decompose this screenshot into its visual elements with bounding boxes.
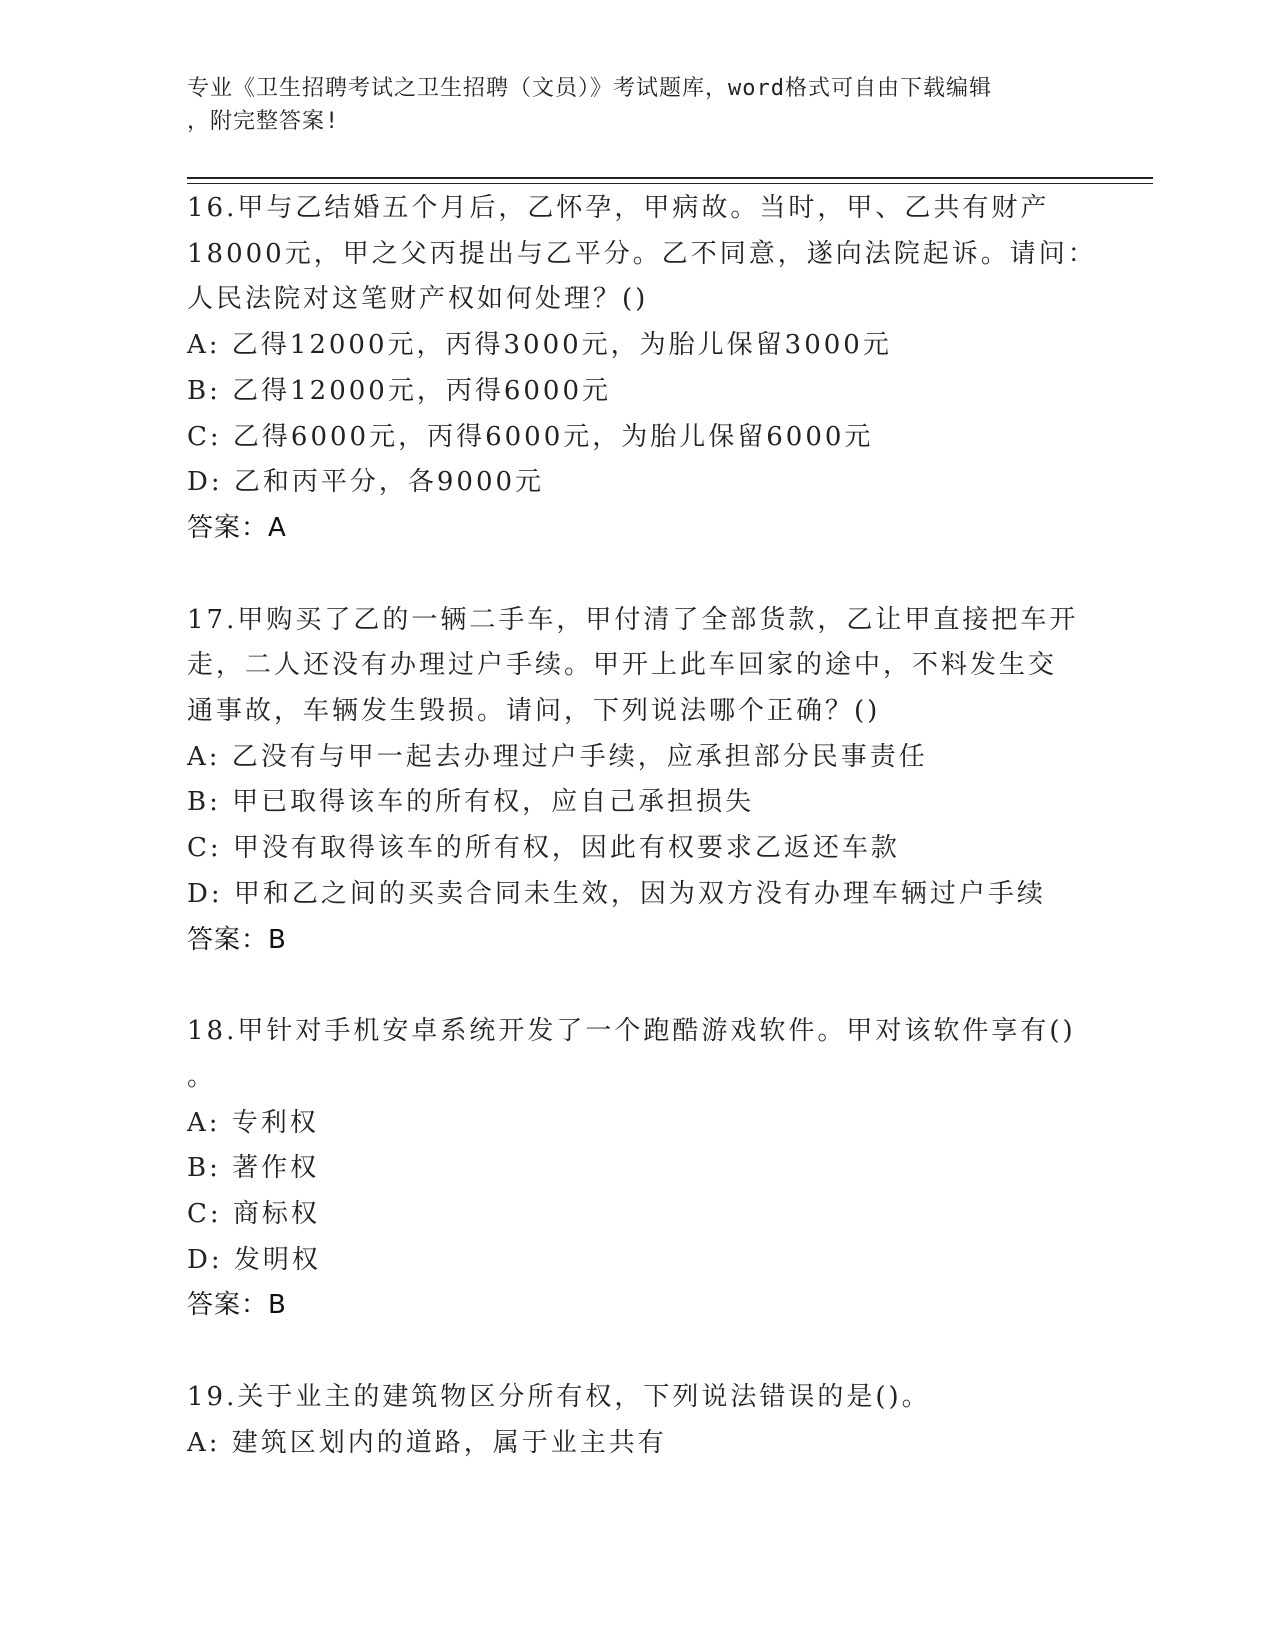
- header-line-2: ，附完整答案!: [187, 109, 340, 134]
- option-d: D: 发明权: [187, 1244, 321, 1275]
- question-stem-line: 18000元，甲之父丙提出与乙平分。乙不同意，遂向法院起诉。请问：: [187, 238, 1097, 269]
- option-d: D: 甲和乙之间的买卖合同未生效，因为双方没有办理车辆过户手续: [187, 878, 1046, 909]
- option-b: B: 著作权: [187, 1153, 320, 1184]
- question-17: [187, 598, 1087, 964]
- answer-label: 答案：B: [187, 1290, 287, 1321]
- option-a: A: 乙没有与甲一起去办理过户手续，应承担部分民事责任: [187, 741, 928, 772]
- option-c: C: 甲没有取得该车的所有权，因此有权要求乙返还车款: [187, 833, 900, 864]
- question-stem-line: 16.甲与乙结婚五个月后，乙怀孕，甲病故。当时，甲、乙共有财产: [187, 193, 1050, 223]
- option-a: A: 建筑区划内的道路，属于业主共有: [187, 1427, 667, 1458]
- header-divider-thin: [187, 183, 1153, 184]
- option-b: B: 甲已取得该车的所有权，应自己承担损失: [187, 787, 755, 818]
- option-a: A: 专利权: [187, 1107, 319, 1138]
- question-19: [187, 1375, 1087, 1466]
- question-stem-line: 人民法院对这笔财产权如何处理？(): [187, 284, 649, 315]
- question-stem-line: 。: [187, 1061, 217, 1092]
- question-stem-line: 走，二人还没有办理过户手续。甲开上此车回家的途中，不料发生交: [187, 650, 1058, 681]
- answer-label: 答案：A: [187, 512, 287, 543]
- question-list: [187, 186, 1097, 1513]
- header-line-1: 专业《卫生招聘考试之卫生招聘（文员）》考试题库，word格式可自由下载编辑: [187, 76, 992, 101]
- option-a: A: 乙得12000元，丙得3000元，为胎儿保留3000元: [187, 330, 892, 361]
- header-divider-thick: [187, 177, 1153, 179]
- answer-label: 答案：B: [187, 924, 287, 955]
- option-c: C: 乙得6000元，丙得6000元，为胎儿保留6000元: [187, 421, 874, 452]
- question-stem-line: 18.甲针对手机安卓系统开发了一个跑酷游戏软件。甲对该软件享有(): [187, 1016, 1076, 1047]
- document-header: [187, 72, 1067, 138]
- question-stem-line: 通事故，车辆发生毁损。请问，下列说法哪个正确？(): [187, 696, 881, 727]
- question-stem-line: 19.关于业主的建筑物区分所有权，下列说法错误的是()。: [187, 1382, 931, 1413]
- question-18: [187, 1009, 1087, 1329]
- question-stem-line: 17.甲购买了乙的一辆二手车，甲付清了全部货款，乙让甲直接把车开: [187, 604, 1079, 635]
- option-d: D: 乙和丙平分，各9000元: [187, 467, 545, 498]
- question-16: [187, 186, 1097, 552]
- option-b: B: 乙得12000元，丙得6000元: [187, 375, 612, 406]
- option-c: C: 商标权: [187, 1199, 320, 1230]
